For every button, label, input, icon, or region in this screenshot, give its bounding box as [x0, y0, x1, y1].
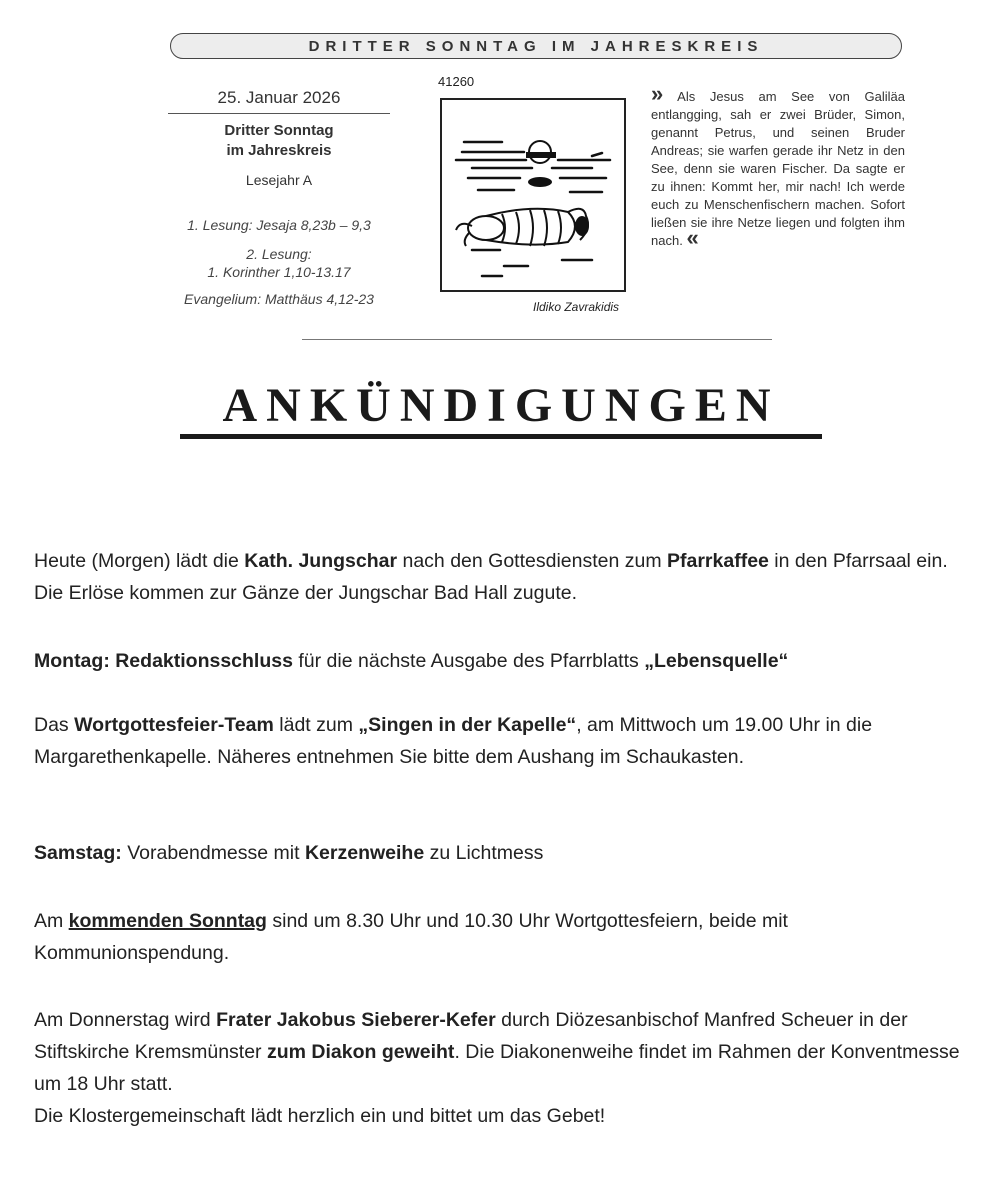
text: Am Donnerstag wird: [34, 1009, 217, 1031]
announcements-heading: ANKÜNDIGUNGEN: [222, 379, 780, 432]
bold-text: Kath. Jungschar: [244, 550, 398, 572]
gospel-quote: [651, 81, 905, 250]
bold-text: Pfarrkaffee: [667, 550, 769, 572]
text: Am: [34, 910, 69, 932]
heading-underline: [180, 434, 822, 439]
section-divider: [302, 339, 772, 340]
text: nach den Gottesdiensten zum: [397, 550, 667, 572]
text: Vorabendmesse mit: [121, 842, 305, 864]
bold-text: „Lebensquelle“: [644, 650, 789, 672]
text: lädt zum: [273, 714, 359, 736]
bold-text: Wortgottesfeier-Team: [74, 714, 274, 736]
second-reading: [160, 245, 398, 281]
text: sind um 8.30 Uhr und 10.30 Uhr Wortgottesfeiern, beide mit Kommunionspendung.: [34, 910, 788, 964]
bold-text: Samstag:: [34, 842, 122, 864]
liturgy-banner: DRITTER SONNTAG IM JAHRESKREIS: [170, 33, 902, 59]
text: Das: [34, 714, 75, 736]
sunset-sea-fishing-basket-illustration: [440, 98, 626, 292]
artwork-number: 41260: [438, 74, 475, 89]
bold-text: Montag: Redaktionsschluss: [34, 650, 293, 672]
text: Heute (Morgen) lädt die: [34, 550, 245, 572]
text: . Die Diakonenweihe findet im Rahmen der Konventmesse um 18 Uhr statt.: [34, 1041, 960, 1095]
bold-text: zum Diakon geweiht: [266, 1041, 455, 1063]
announcement-diakonenweihe: [34, 1004, 979, 1132]
first-reading: 1. Lesung: Jesaja 8,23b – 9,3: [187, 217, 371, 233]
quote-open-mark: »: [651, 81, 664, 106]
sunday-title: [168, 121, 390, 161]
announcement-redaktionsschluss: [34, 645, 979, 677]
announcement-sonntag: [34, 905, 979, 969]
bold-text: „Singen in der Kapelle“: [358, 714, 577, 736]
quote-close-mark: «: [686, 225, 699, 250]
bold-underlined-text: kommenden Sonntag: [68, 910, 267, 932]
text: Die Klostergemeinschaft lädt herzlich ein und bittet um das Gebet!: [34, 1105, 606, 1127]
announcement-singen: [34, 709, 979, 773]
text: für die nächste Ausgabe des Pfarrblatts: [292, 650, 645, 672]
artist-credit: Ildiko Zavrakidis: [533, 300, 620, 314]
quote-text: Als Jesus am See von Galiläa entlangging, sah er zwei Brüder, Simon, genannt Petrus, und seinen Bruder Andreas; sie warfen gerade ihr Netz in den See, denn sie waren Fischer. Da sagte er zu ihnen: Kommt her, mir nach! Ich werde euch zu Menschenfischern machen. Sofort ließen sie ihre Netze liegen und folgten ihm nach.: [651, 89, 905, 248]
announcement-jungschar: [34, 545, 979, 609]
liturgy-date: 25. Januar 2026: [217, 88, 341, 107]
illustration-drawing: [442, 100, 624, 290]
date-divider: [168, 113, 390, 114]
second-reading-label: 2. Lesung:: [246, 246, 312, 262]
lesejahr: Lesejahr A: [245, 172, 313, 188]
bold-text: Kerzenweihe: [304, 842, 425, 864]
text: durch Diözesanbischof Manfred Scheuer in der Stiftskirche Kremsmünster: [34, 1009, 908, 1063]
second-reading-ref: 1. Korinther 1,10-13.17: [207, 264, 351, 280]
text: , am Mittwoch um 19.00 Uhr in die Margarethenkapelle. Näheres entnehmen Sie bitte dem Aushang im Schaukasten.: [34, 714, 873, 768]
announcement-samstag: [34, 837, 979, 869]
text: zu Lichtmess: [424, 842, 544, 864]
sunday-title-line1: Dritter Sonntag: [224, 122, 334, 139]
bold-text: Frater Jakobus Sieberer-Kefer: [216, 1009, 496, 1031]
sunday-title-line2: im Jahreskreis: [226, 142, 332, 159]
gospel-reading: Evangelium: Matthäus 4,12-23: [184, 291, 374, 307]
text: in den Pfarrsaal ein. Die Erlöse kommen zur Gänze der Jungschar Bad Hall zugute.: [34, 550, 948, 604]
